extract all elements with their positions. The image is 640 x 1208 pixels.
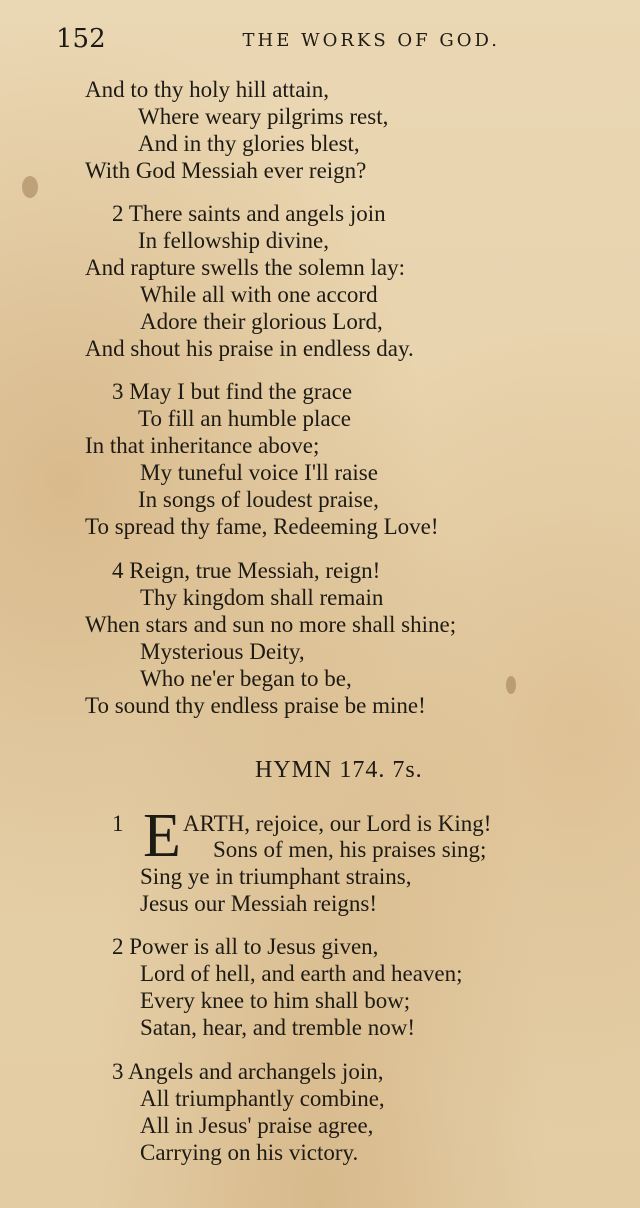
verse-line: All in Jesus' praise agree,	[140, 1113, 374, 1138]
verse-line: And shout his praise in endless day.	[85, 336, 414, 361]
verse-line: And in thy glories blest,	[138, 131, 360, 156]
verse-line: All triumphantly combine,	[140, 1086, 385, 1111]
stanza-number: 1	[112, 811, 124, 836]
verse-line: In fellowship divine,	[138, 228, 329, 253]
verse-line: In songs of loudest praise,	[138, 487, 379, 512]
running-head: THE WORKS OF GOD.	[242, 30, 500, 51]
verse-line: Satan, hear, and tremble now!	[140, 1015, 415, 1040]
verse-line: Where weary pilgrims rest,	[138, 104, 389, 129]
verse-line: Lord of hell, and earth and heaven;	[140, 961, 463, 986]
verse-line: In that inheritance above;	[85, 433, 320, 458]
hymn-title: HYMN 174. 7s.	[255, 757, 423, 783]
drop-cap: E	[143, 802, 181, 870]
verse-line: Who ne'er began to be,	[140, 666, 352, 691]
verse-line: Jesus our Messiah reigns!	[140, 891, 377, 916]
verse-line: To sound thy endless praise be mine!	[85, 693, 426, 718]
verse-line: 2 There saints and angels join	[112, 201, 386, 226]
verse-line: Thy kingdom shall remain	[140, 585, 384, 610]
verse-line: With God Messiah ever reign?	[85, 158, 367, 183]
verse-line: 3 May I but find the grace	[112, 379, 353, 404]
ink-stain	[22, 176, 38, 198]
verse-line: Mysterious Deity,	[140, 639, 305, 664]
verse-line: 2 Power is all to Jesus given,	[112, 934, 379, 959]
verse-line: Carrying on his victory.	[140, 1140, 359, 1165]
verse-line: My tuneful voice I'll raise	[140, 460, 378, 485]
verse-line: While all with one accord	[140, 282, 378, 307]
verse-line: Every knee to him shall bow;	[140, 988, 411, 1013]
verse-line: ARTH, rejoice, our Lord is King!	[183, 811, 492, 836]
verse-line: 4 Reign, true Messiah, reign!	[112, 558, 381, 583]
page-number: 152	[56, 24, 106, 54]
page-header	[56, 24, 500, 58]
verse-line: To fill an humble place	[138, 406, 351, 431]
verse-line: 3 Angels and archangels join,	[112, 1059, 384, 1084]
ink-stain	[506, 676, 516, 694]
verse-line: Sons of men, his praises sing;	[213, 837, 487, 862]
verse-line: When stars and sun no more shall shine;	[85, 612, 457, 637]
verse-line: Adore their glorious Lord,	[140, 309, 383, 334]
verse-line: Sing ye in triumphant strains,	[140, 864, 412, 889]
verse-line: To spread thy fame, Redeeming Love!	[85, 514, 439, 539]
verse-line: And to thy holy hill attain,	[85, 77, 330, 102]
verse-line: And rapture swells the solemn lay:	[85, 255, 406, 280]
